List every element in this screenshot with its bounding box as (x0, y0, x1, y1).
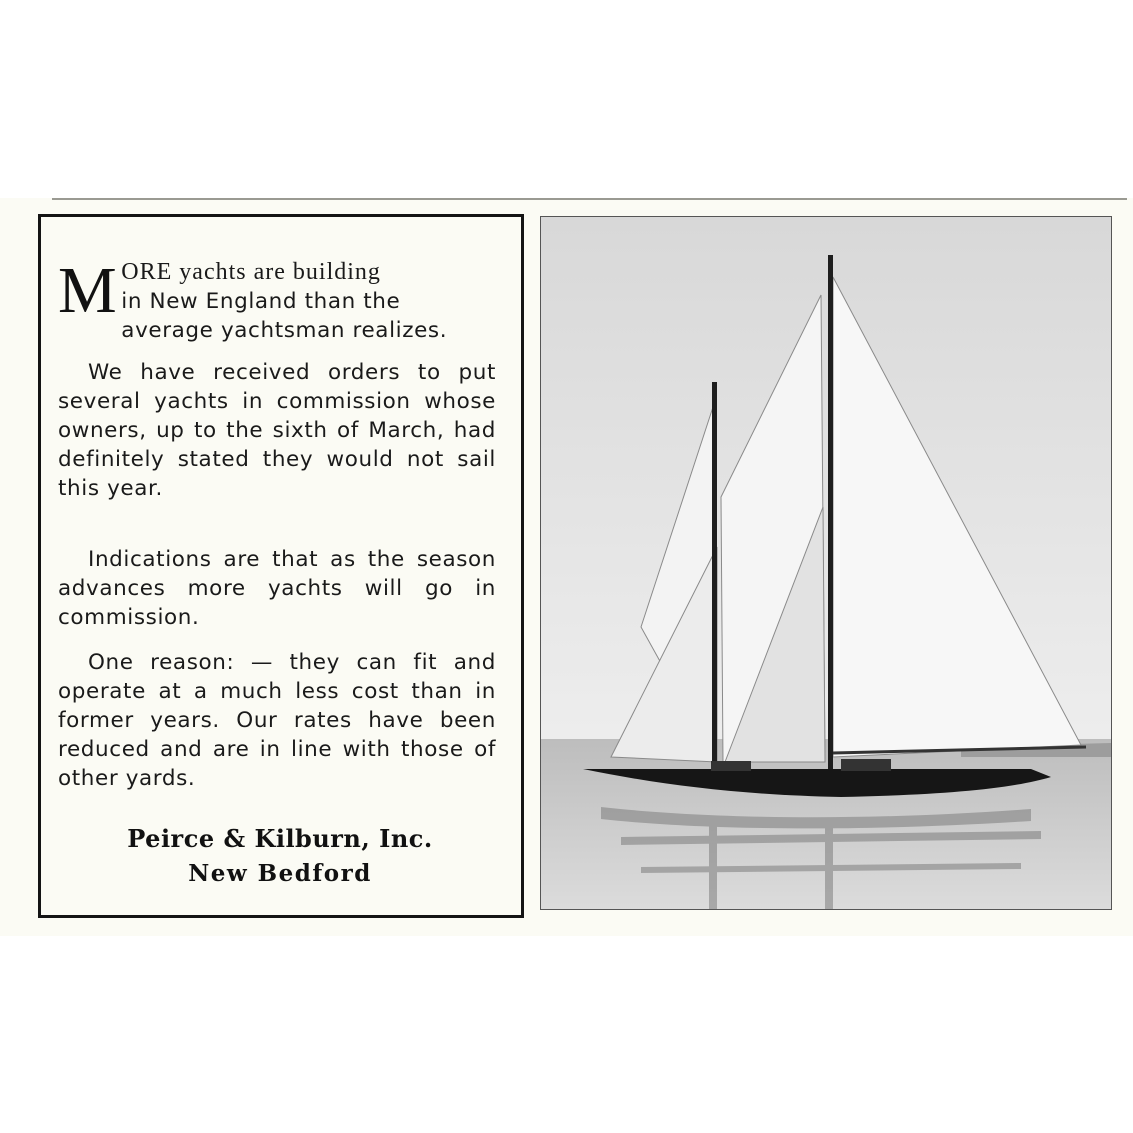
intro-line-3: average yachtsman realizes. (121, 318, 448, 343)
deckhouse (711, 761, 751, 771)
card-top-rule (52, 198, 1127, 200)
paragraph-reason: One reason: — they can fit and operate at a much less cost than in former years. Our rates have been reduced and are in line with those of other yards. (58, 650, 496, 791)
company-city: New Bedford (188, 860, 372, 887)
foremast (712, 382, 717, 772)
intro-paragraph (58, 254, 496, 345)
mainmast (828, 255, 833, 775)
yacht-photo (540, 216, 1112, 910)
paragraph-indications: Indications are that as the season advances more yachts will go in commission. (58, 547, 496, 630)
intro-line-1: ORE yachts are building (121, 259, 381, 285)
drop-cap: M (58, 254, 118, 327)
intro-line-2: in New England than the (121, 289, 401, 314)
paragraph-orders: We have received orders to put several yachts in commission whose owners, up to the sixth of March, had definitely stated they would not sail this year. (58, 360, 496, 501)
company-name: Peirce & Kilburn, Inc. (127, 824, 433, 853)
schooner-illustration (541, 217, 1112, 910)
deckhouse-aft (841, 759, 891, 771)
